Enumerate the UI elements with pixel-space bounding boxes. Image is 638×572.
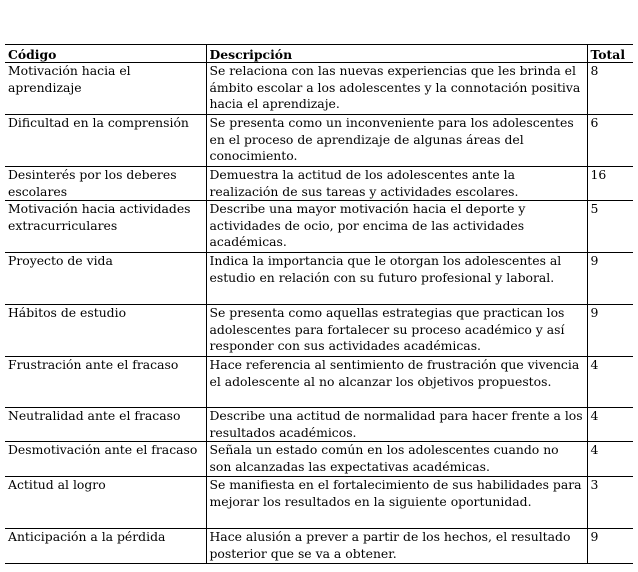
- cell-code: Anticipación a la pérdida: [5, 529, 206, 563]
- cell-code: Motivación hacia actividades extracurriculares: [5, 201, 206, 253]
- header-code: Código: [5, 45, 206, 63]
- cell-code: Neutralidad ante el fracaso: [5, 408, 206, 442]
- cell-code: Dificultad en la comprensión: [5, 115, 206, 167]
- cell-description: Describe una mayor motivación hacia el deporte y actividades de ocio, por encima de las actividades académicas.: [206, 201, 587, 253]
- cell-total: 6: [587, 115, 633, 167]
- table-row: [5, 477, 633, 529]
- table-row: [5, 529, 633, 563]
- cell-code: Frustración ante el fracaso: [5, 357, 206, 408]
- table-row: [5, 115, 633, 167]
- cell-code: Desmotivación ante el fracaso: [5, 442, 206, 477]
- cell-description: Se presenta como aquellas estrategias que practican los adolescentes para fortalecer su proceso académico y así responder con sus actividades académicas.: [206, 305, 587, 357]
- table-row: [5, 305, 633, 357]
- cell-description: Señala un estado común en los adolescentes cuando no son alcanzadas las expectativas académicas.: [206, 442, 587, 477]
- header-total: Total: [587, 45, 633, 63]
- cell-code: Hábitos de estudio: [5, 305, 206, 357]
- table-row: [5, 357, 633, 408]
- cell-code: Desinterés por los deberes escolares: [5, 167, 206, 201]
- cell-description: Hace alusión a prever a partir de los hechos, el resultado posterior que se va a obtener.: [206, 529, 587, 563]
- cell-code: Actitud al logro: [5, 477, 206, 529]
- cell-total: 3: [587, 477, 633, 529]
- table-row: [5, 63, 633, 115]
- categories-table: [5, 44, 633, 564]
- cell-total: 4: [587, 408, 633, 442]
- cell-total: 9: [587, 529, 633, 563]
- cell-total: 8: [587, 63, 633, 115]
- cell-description: Se relaciona con las nuevas experiencias que les brinda el ámbito escolar a los adolescentes y la connotación positiva hacia el aprendizaje.: [206, 63, 587, 115]
- header-description: Descripción: [206, 45, 587, 63]
- cell-description: Demuestra la actitud de los adolescentes ante la realización de sus tareas y actividades escolares.: [206, 167, 587, 201]
- table-row: [5, 442, 633, 477]
- table-row: [5, 201, 633, 253]
- table-header-row: [5, 45, 633, 63]
- cell-description: Se presenta como un inconveniente para los adolescentes en el proceso de aprendizaje de algunas áreas del conocimiento.: [206, 115, 587, 167]
- cell-description: Se manifiesta en el fortalecimiento de sus habilidades para mejorar los resultados en la siguiente oportunidad.: [206, 477, 587, 529]
- table-row: [5, 253, 633, 305]
- cell-code: Proyecto de vida: [5, 253, 206, 305]
- cell-code: Motivación hacia el aprendizaje: [5, 63, 206, 115]
- cell-total: 9: [587, 253, 633, 305]
- cell-total: 4: [587, 442, 633, 477]
- cell-total: 5: [587, 201, 633, 253]
- table-row: [5, 167, 633, 201]
- cell-total: 4: [587, 357, 633, 408]
- cell-description: Indica la importancia que le otorgan los adolescentes al estudio en relación con su futuro profesional y laboral.: [206, 253, 587, 305]
- cell-total: 16: [587, 167, 633, 201]
- table-row: [5, 408, 633, 442]
- cell-total: 9: [587, 305, 633, 357]
- categories-table-container: [5, 44, 633, 564]
- cell-description: Describe una actitud de normalidad para hacer frente a los resultados académicos.: [206, 408, 587, 442]
- cell-description: Hace referencia al sentimiento de frustración que vivencia el adolescente al no alcanzar los objetivos propuestos.: [206, 357, 587, 408]
